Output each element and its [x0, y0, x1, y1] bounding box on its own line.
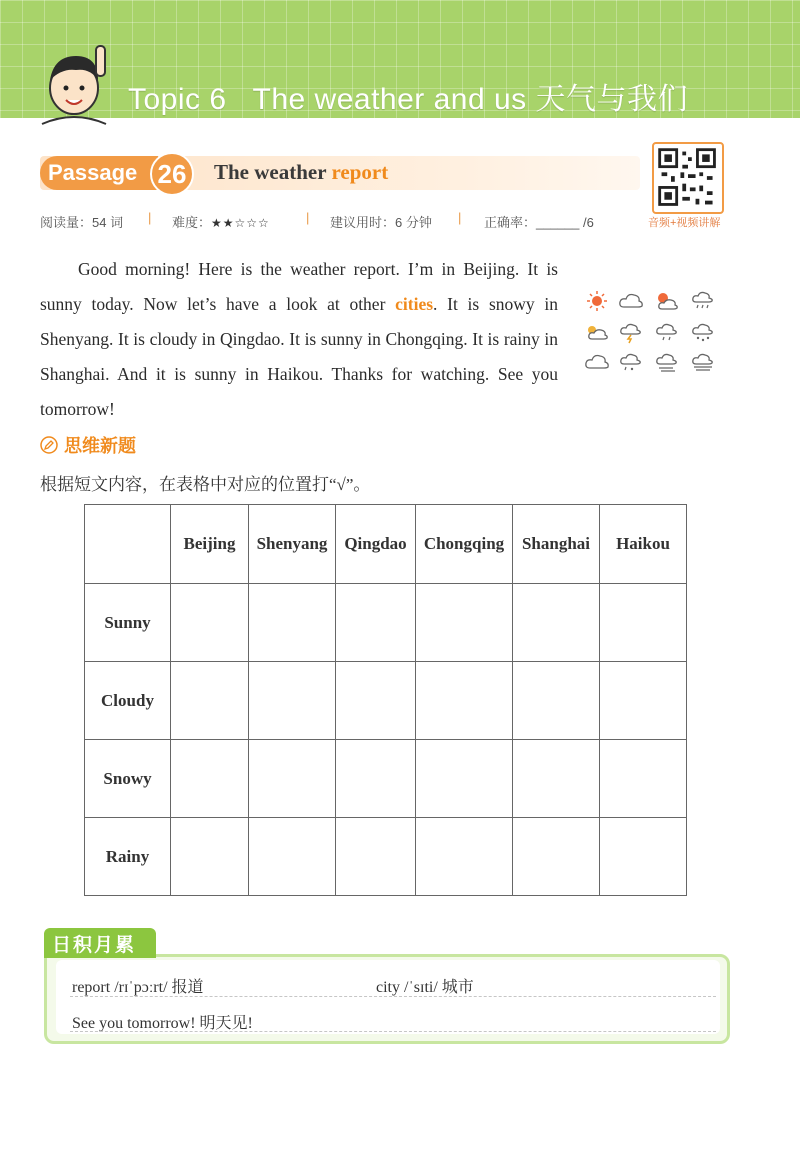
row-header-cloudy: Cloudy [85, 662, 171, 740]
answer-cell[interactable] [513, 740, 600, 818]
meta-divider: | [306, 210, 310, 225]
answer-cell[interactable] [249, 584, 336, 662]
answer-cell[interactable] [249, 662, 336, 740]
sunny-icon [584, 290, 610, 312]
answer-cell[interactable] [249, 740, 336, 818]
answer-cell[interactable] [600, 818, 687, 896]
vocab-item-report: report /rɪˈpɔːrt/ 报道 [72, 979, 204, 996]
meta-divider: | [148, 210, 152, 225]
overcast-icon [584, 352, 610, 374]
answer-cell[interactable] [416, 818, 513, 896]
qr-caption: 音频+视频讲解 [648, 217, 721, 229]
passage-number: 26 [150, 152, 194, 196]
difficulty-label: 难度： [172, 215, 212, 230]
answer-cell[interactable] [600, 662, 687, 740]
row-header-sunny: Sunny [85, 584, 171, 662]
sun-rain-icon [584, 322, 610, 344]
table-header-row [85, 505, 687, 584]
passage-highlight-cities: cities [395, 294, 434, 314]
partly-cloudy-icon [654, 290, 680, 312]
difficulty-stars: ★★☆☆☆ [211, 216, 270, 230]
answer-cell[interactable] [600, 740, 687, 818]
answer-cell[interactable] [416, 662, 513, 740]
exercise-instruction: 根据短文内容，在表格中对应的位置打“√”。 [40, 475, 371, 494]
answer-cell[interactable] [171, 584, 249, 662]
accuracy-field: 正确率：______ /6 [484, 215, 594, 230]
table-row [85, 740, 687, 818]
answer-cell[interactable] [416, 740, 513, 818]
passage-part2: . It is snowy in Shenyang. It is cloudy in Qingdao. It is sunny in Chongqing. It is rainy in Shanghai. And it is sunny in Haikou. Thanks for watching. See you tomorrow! [40, 294, 558, 419]
answer-cell[interactable] [600, 584, 687, 662]
table-row [85, 662, 687, 740]
passage-title-highlight: report [331, 160, 389, 184]
thunderstorm-icon [618, 322, 644, 344]
passage-text [40, 252, 558, 427]
windy-icon [654, 352, 680, 374]
difficulty [172, 212, 270, 231]
vocab-item-city: city /ˈsɪti/ 城市 [376, 979, 474, 996]
suggested-time: 建议用时：6 分钟 [330, 215, 432, 230]
answer-cell[interactable] [513, 818, 600, 896]
answer-cell[interactable] [513, 584, 600, 662]
exercise-heading: 思维新题 [64, 436, 136, 456]
cloudy-icon [618, 290, 644, 312]
vocab-item-see-you: See you tomorrow! 明天见! [72, 1015, 253, 1032]
passage-label: Passage [48, 160, 138, 185]
fog-icon [690, 352, 716, 374]
rain-icon [690, 290, 716, 312]
meta-divider: | [458, 210, 462, 225]
pencil-icon [40, 436, 58, 454]
column-header-haikou: Haikou [600, 505, 687, 584]
answer-cell[interactable] [249, 818, 336, 896]
answer-cell[interactable] [171, 818, 249, 896]
mascot-boy-icon [36, 40, 124, 128]
answer-cell[interactable] [171, 740, 249, 818]
answer-cell[interactable] [171, 662, 249, 740]
table-row [85, 818, 687, 896]
table-corner-cell [85, 505, 171, 584]
answer-cell[interactable] [336, 662, 416, 740]
word-count: 阅读量：54 词 [40, 215, 124, 230]
answer-cell[interactable] [513, 662, 600, 740]
column-header-qingdao: Qingdao [336, 505, 416, 584]
column-header-chongqing: Chongqing [416, 505, 513, 584]
light-rain-icon [654, 322, 680, 344]
weather-table [84, 504, 687, 896]
vocab-divider [70, 996, 716, 997]
column-header-beijing: Beijing [171, 505, 249, 584]
column-header-shanghai: Shanghai [513, 505, 600, 584]
answer-cell[interactable] [336, 818, 416, 896]
table-row [85, 584, 687, 662]
answer-cell[interactable] [336, 584, 416, 662]
row-header-rainy: Rainy [85, 818, 171, 896]
qr-code-icon[interactable] [652, 142, 724, 214]
passage-title-main: The weather [214, 160, 332, 184]
snow-icon [690, 322, 716, 344]
row-header-snowy: Snowy [85, 740, 171, 818]
passage-part1: Good morning! Here is the weather report. I’m in Beijing. It is sunny today. Now let’s have a look at other [40, 259, 558, 314]
answer-cell[interactable] [416, 584, 513, 662]
column-header-shenyang: Shenyang [249, 505, 336, 584]
vocab-tab-label: 日积月累 [52, 935, 137, 956]
topic-title: Topic 6 The weather and us 天气与我们 [128, 83, 689, 116]
vocab-divider [70, 1031, 716, 1032]
sleet-icon [618, 352, 644, 374]
answer-cell[interactable] [336, 740, 416, 818]
passage-title [214, 160, 388, 185]
